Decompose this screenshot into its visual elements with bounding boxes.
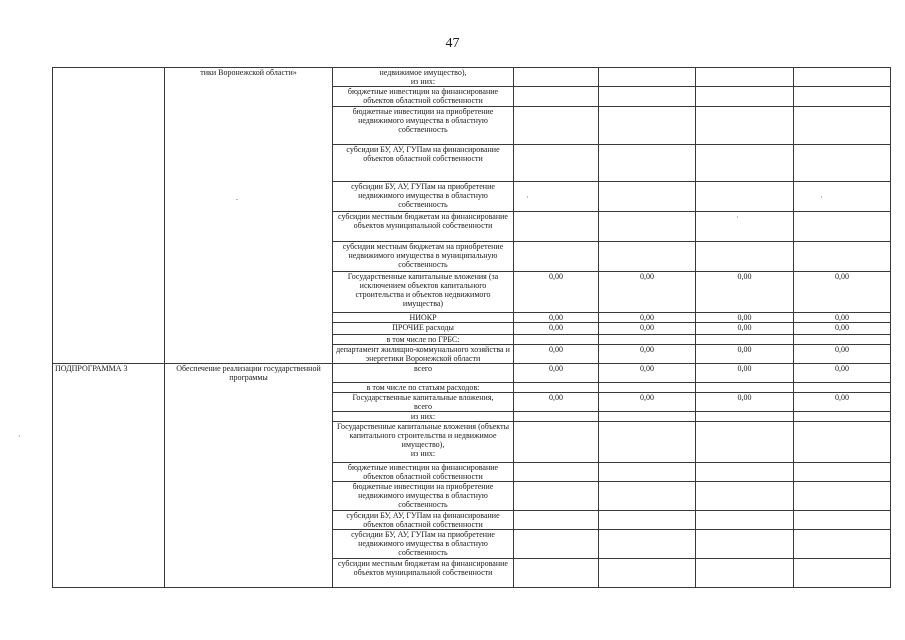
expense-item-label: субсидии БУ, АУ, ГУПам на приобретение недвижимого имущества в областную собственность [333,530,514,559]
amount-cell [794,242,891,272]
amount-cell [794,482,891,511]
expense-item-label: в том числе по ГРБС: [333,335,514,345]
amount-cell [696,212,794,242]
expense-item-label: из них: [333,412,514,422]
amount-cell: 0,00 [794,393,891,412]
expense-item-label: бюджетные инвестиции на приобретение недвижимого имущества в областную собственность [333,482,514,511]
amount-cell [794,412,891,422]
expense-item-label: НИОКР [333,313,514,323]
amount-cell [696,107,794,145]
scan-speck: · [526,193,529,202]
expense-item-label: субсидии БУ, АУ, ГУПам на финансирование объектов областной собственности [333,145,514,182]
program-cell [53,68,165,364]
amount-cell: 0,00 [696,364,794,383]
amount-cell: 0,00 [696,323,794,335]
amount-cell [794,559,891,588]
amount-cell [599,145,696,182]
expense-item-label: бюджетные инвестиции на финансирование объектов областной собственности [333,463,514,482]
amount-cell [794,335,891,345]
amount-cell [696,242,794,272]
expense-item-label: в том числе по статьям расходов: [333,383,514,393]
amount-cell: 0,00 [696,313,794,323]
amount-cell [794,107,891,145]
amount-cell [514,463,599,482]
expense-item-label: субсидии местным бюджетам на финансирование объектов муниципальной собственности [333,559,514,588]
amount-cell: 0,00 [514,393,599,412]
amount-cell: 0,00 [696,393,794,412]
amount-cell [696,383,794,393]
amount-cell [599,182,696,212]
amount-cell [696,482,794,511]
amount-cell [599,463,696,482]
amount-cell [599,212,696,242]
table-row [53,364,891,383]
amount-cell [794,68,891,87]
amount-cell [599,335,696,345]
amount-cell: 0,00 [794,345,891,364]
scan-speck: · [736,213,739,222]
amount-cell: 0,00 [514,323,599,335]
responsible-cell: тики Воронежской области» [165,68,333,364]
amount-cell: 0,00 [794,272,891,313]
amount-cell: 0,00 [696,345,794,364]
amount-cell: 0,00 [514,345,599,364]
amount-cell [599,87,696,107]
amount-cell [514,383,599,393]
amount-cell: 0,00 [794,364,891,383]
scan-speck: · [820,193,823,202]
amount-cell: 0,00 [514,272,599,313]
amount-cell [696,145,794,182]
expense-item-label: Государственные капитальные вложения, всего [333,393,514,412]
subprogram-title: Обеспечение реализации государственной программы [165,364,333,588]
scan-speck: . [236,193,238,202]
expense-item-label: бюджетные инвестиции на финансирование объектов областной собственности [333,87,514,107]
amount-cell: 0,00 [696,272,794,313]
subprogram-code: ПОДПРОГРАММА 3 [53,364,165,588]
expense-item-label: субсидии БУ, АУ, ГУПам на приобретение недвижимого имущества в областную собственность [333,182,514,212]
amount-cell [514,107,599,145]
amount-cell: 0,00 [599,393,696,412]
amount-cell [599,559,696,588]
amount-cell [599,383,696,393]
expense-item-label: Государственные капитальные вложения (объекты капитального строительства и недвижимое имущество), из них: [333,422,514,463]
expense-item-label: бюджетные инвестиции на приобретение недвижимого имущества в областную собственность [333,107,514,145]
expense-item-label: недвижимое имущество), из них: [333,68,514,87]
amount-cell [794,422,891,463]
amount-cell [599,107,696,145]
amount-cell [514,68,599,87]
scan-speck: · [18,432,21,441]
amount-cell [514,511,599,530]
amount-cell [514,422,599,463]
amount-cell [599,412,696,422]
amount-cell: 0,00 [599,272,696,313]
expense-item-label: Государственные капитальные вложения (за исключением объектов капитального строительства и объектов недвижимого имущества) [333,272,514,313]
amount-cell [696,559,794,588]
amount-cell [599,68,696,87]
amount-cell [599,530,696,559]
amount-cell [514,335,599,345]
amount-cell [794,463,891,482]
amount-cell [514,145,599,182]
table-row [53,68,891,87]
amount-cell [514,530,599,559]
amount-cell [599,482,696,511]
amount-cell [794,87,891,107]
amount-cell: 0,00 [599,364,696,383]
amount-cell [696,412,794,422]
amount-cell: 0,00 [514,364,599,383]
amount-cell [794,511,891,530]
expense-item-label: субсидии местным бюджетам на финансирование объектов муниципальной собственности [333,212,514,242]
amount-cell [696,68,794,87]
amount-cell [696,463,794,482]
amount-cell: 0,00 [599,345,696,364]
amount-cell [514,412,599,422]
amount-cell [514,242,599,272]
expense-item-label: департамент жилищно-коммунального хозяйства и энергетики Воронежской области [333,345,514,364]
amount-cell [514,87,599,107]
amount-cell [794,530,891,559]
amount-cell [696,530,794,559]
amount-cell [696,335,794,345]
amount-cell [696,422,794,463]
amount-cell [599,242,696,272]
expense-item-label: субсидии местным бюджетам на приобретение недвижимого имущества в муниципальную собственность [333,242,514,272]
expense-item-label: ПРОЧИЕ расходы [333,323,514,335]
expense-item-label: всего [333,364,514,383]
page-number: 47 [445,36,460,51]
amount-cell [514,212,599,242]
amount-cell [599,511,696,530]
amount-cell [794,212,891,242]
amount-cell [514,559,599,588]
amount-cell: 0,00 [794,313,891,323]
amount-cell [794,145,891,182]
amount-cell: 0,00 [599,313,696,323]
amount-cell: 0,00 [794,323,891,335]
amount-cell [514,482,599,511]
budget-table [52,67,891,588]
amount-cell [794,182,891,212]
amount-cell [696,511,794,530]
amount-cell [696,87,794,107]
amount-cell [794,383,891,393]
amount-cell [599,422,696,463]
amount-cell: 0,00 [599,323,696,335]
amount-cell [696,182,794,212]
amount-cell: 0,00 [514,313,599,323]
expense-item-label: субсидии БУ, АУ, ГУПам на финансирование объектов областной собственности [333,511,514,530]
